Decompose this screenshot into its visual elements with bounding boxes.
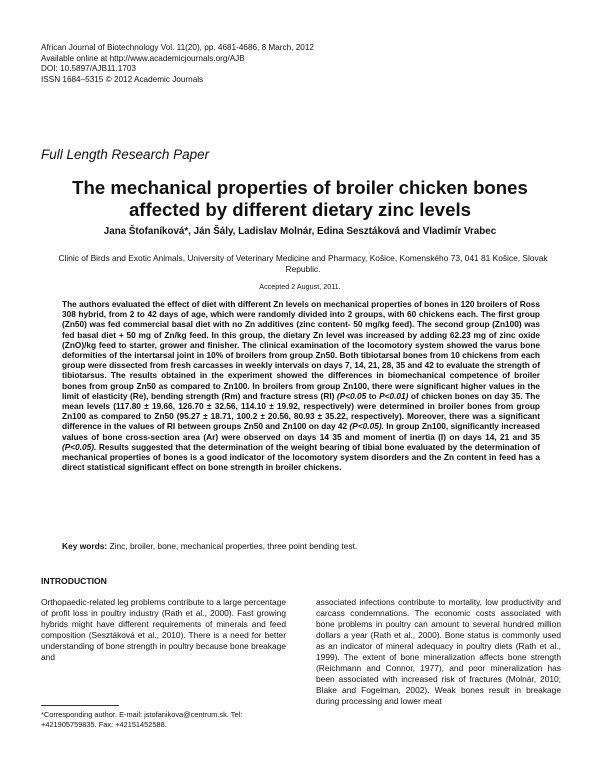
section-heading-introduction: INTRODUCTION [41, 576, 107, 586]
keywords-label: Key words: [62, 541, 108, 551]
abstract [62, 299, 540, 472]
journal-doi: DOI: 10.5897/AJB11.1703 [41, 64, 136, 74]
footnote-divider [41, 705, 119, 706]
journal-header [41, 43, 561, 85]
intro-paragraph-right: associated infections contribute to mortality, low productivity and carcass condemnations. The economic costs associated with bone problems in poultry can amount to several hundred million dollars a year (Rath et al., 2000). Bone status is commonly used as an indicator of mineral adequacy in poultry diets (Rath et al., 1999). The extent of bone mineralization affects bone strength (Reichmann and Connor, 1977), and poor mineralization has been associated with increased risk of fractures (Molnár, 2010; Blake and Fogelman, 2002). Weak bones result in breakage during processing and lower meat [316, 597, 561, 706]
abstract-italic: (P<0.05). [62, 441, 97, 452]
abstract-segment: In group Zn100, significantly increased values of bone cross-section area (Ar) were observed on days 14 35 and moment of inertia (I) on days 14, 21 and 35 [62, 421, 540, 442]
affiliation: Clinic of Birds and Exotic Animals, University of Veterinary Medicine and Pharmacy, Košice, Komenského 73, 041 81 Košice, Slovak Republic. [58, 253, 548, 274]
abstract-segment: Results suggested that the determination of the weight bearing of tibial bone evaluated by the determination of mechanical properties of bones is a good indicator of the locomotory system disorders and the Zn content in feed has a direct statistical significant effect on bone strength in broiler chickens. [62, 441, 540, 473]
abstract-italic: (P<0.05). [349, 421, 384, 432]
accepted-date: Accepted 2 August, 2011. [259, 282, 341, 291]
keywords-text: Zinc, broiler, bone, mechanical properties, three point bending test. [107, 541, 358, 551]
journal-issn: ISSN 1684–5315 © 2012 Academic Journals [41, 74, 204, 84]
abstract-segment: of chicken bones on day 35. The mean levels (117.80 ± 19.66, 126.70 ± 32.56, 114.10 ± 19.92, respectively) were determined in broiler bones from group Zn100 as compared to Zn50 (95.27 ± 18.71, 100.2 ± 20.56, 80.93 ± 35.22, respectively). Moreover, there was a significant difference in the values of RI between groups Zn50 and Zn100 on day 42 [62, 390, 540, 432]
intro-paragraph-left: Orthopaedic-related leg problems contribute to a large percentage of profit loss in poultry industry (Rath et al., 2000). Fast growing hybrids might have different requirements of minerals and feed composition (Sesztáková et al., 2010). There is a need for better understanding of bone strength in poultry because bone breakage and [41, 597, 286, 662]
paper-title: The mechanical properties of broiler chicken bones affected by different dietary zinc levels [72, 177, 528, 220]
abstract-text [62, 299, 540, 472]
abstract-italic: (P<0.05 [336, 390, 367, 401]
corresponding-author-footnote: *Corresponding author. E-mail: jstofanikova@centrum.sk. Tel: +421905759835. Fax: +42151452588. [41, 710, 243, 729]
abstract-segment: to [366, 390, 380, 401]
intro-right-column [316, 597, 561, 707]
abstract-italic: P<0.01) [379, 390, 409, 401]
keywords [62, 541, 540, 551]
paper-type: Full Length Research Paper [41, 147, 210, 162]
journal-citation: African Journal of Biotechnology Vol. 11(20), pp. 4681-4686, 8 March, 2012 [41, 43, 314, 52]
author-list: Jana Štofaníková*, Ján Šály, Ladislav Molnár, Edina Sesztáková and Vladimír Vrabec [103, 226, 497, 237]
intro-left-column [41, 597, 286, 663]
abstract-segment: The authors evaluated the effect of diet with different Zn levels on mechanical properties of bones in 120 broilers of Ross 308 hybrid, from 2 to 42 days of age, which were randomly divided into 2 groups, with 60 chickens each. The first group (Zn50) was fed commercial basal diet with no Zn additives (zinc content- 50 mg/kg feed). The second group (Zn100) was fed basal diet + 50 mg of Zn/kg feed. In this group, the dietary Zn level was increased by adding 62.23 mg of zinc oxide (ZnO)/kg feed to starter, grower and finisher. The clinical examination of the locomotory system showed the varus bone deformities of the intertarsal joint in 10% of broilers from group Zn50. Both tibiotarsal bones from 10 chickens from each group were dissected from fresh carcasses in weekly intervals on days 7, 14, 21, 28, 35 and 42 to evaluate the strength of tibiotarsus. The results obtained in the experiment showed the differences in biomechanical competence of broiler bones from group Zn50 as compared to Zn100. In broilers from group Zn100, there were significant higher values in the limit of elasticity (Re), bending strength (Rm) and fracture stress (RI) [62, 299, 540, 401]
journal-url: Available online at http://www.academicjournals.org/AJB [41, 53, 245, 63]
